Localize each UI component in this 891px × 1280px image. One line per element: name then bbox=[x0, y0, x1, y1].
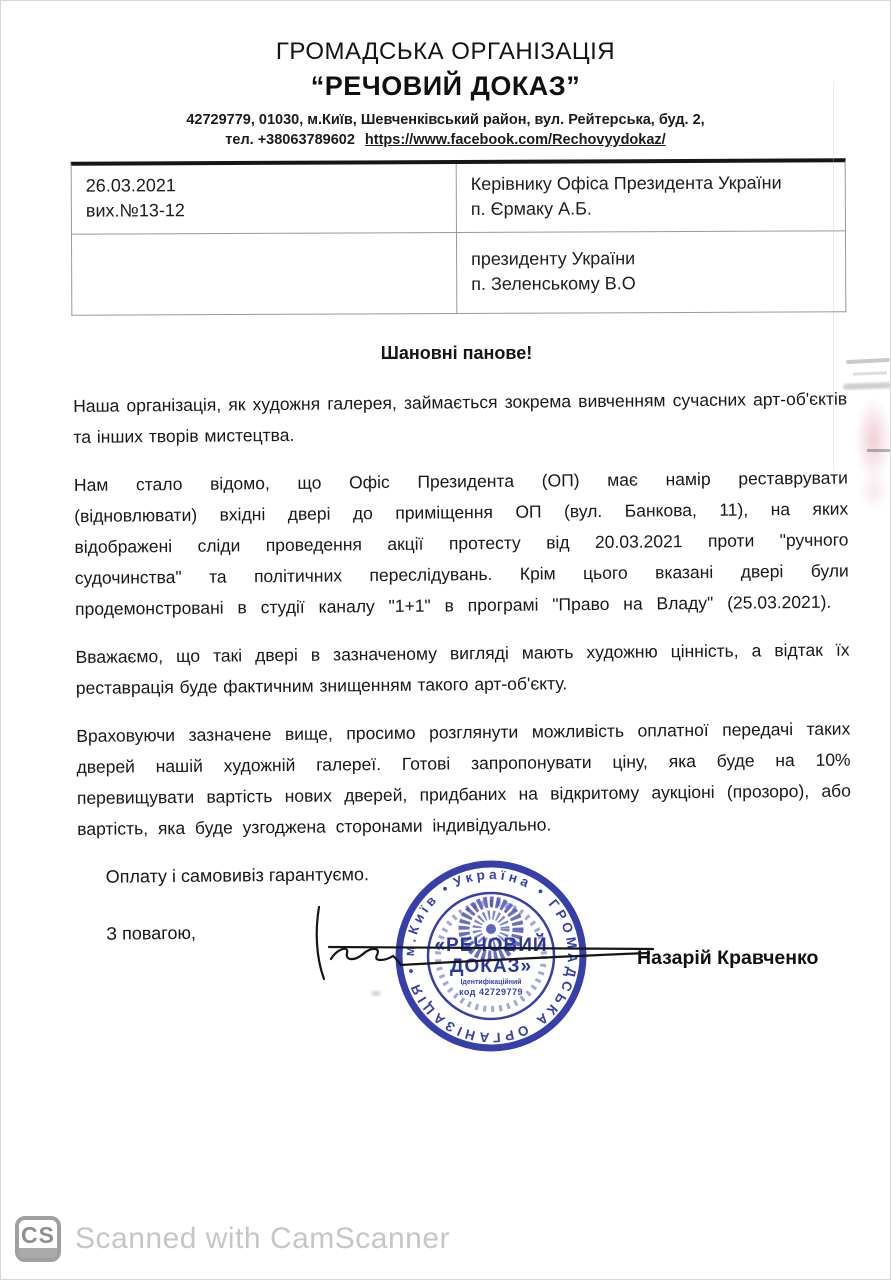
scan-artifact bbox=[855, 397, 891, 483]
organization-address: 42729779, 01030, м.Київ, Шевченківський район, вул. Рейтерська, буд. 2, bbox=[186, 112, 705, 128]
paragraph: Нам стало відомо, що Офіс Президента (ОП) має намір реставрувати (відновлювати) вхідні двері до приміщення ОП (вул. Банкова, 11), на яких відображені сліди проведення акції протесту від 20.03.2021 проти "ручного судочинства" та політичних переслідувань. Крім цього вказані двері були продемонстровані в студії каналу "1+1" в програмі "Право на Владу" (25.03.2021). bbox=[73, 467, 849, 619]
outgoing-number: вих.№13-12 bbox=[85, 200, 185, 221]
organization-name: “РЕЧОВИЙ ДОКАЗ” bbox=[310, 71, 581, 101]
scan-artifact bbox=[843, 382, 891, 390]
stamp-id-code: код 42729779 bbox=[458, 987, 524, 997]
date-cell bbox=[72, 164, 456, 234]
camscanner-watermark bbox=[15, 1216, 450, 1262]
scan-artifact bbox=[859, 471, 889, 511]
recipient-title: Керівнику Офіса Президента України bbox=[470, 172, 782, 194]
stamp-id-label: Ідентифікаційний bbox=[460, 979, 522, 986]
letterhead bbox=[1, 37, 890, 150]
camscanner-text: Scanned with CamScanner bbox=[75, 1222, 451, 1255]
stamp-name-line2: ДОКАЗ» bbox=[449, 956, 533, 977]
guarantee-line: Оплату і самовивіз гарантуємо. bbox=[105, 864, 370, 887]
table-row bbox=[72, 230, 845, 314]
facebook-link[interactable]: https://www.facebook.com/Rechovyydokaz/ bbox=[364, 132, 666, 148]
table-row bbox=[72, 162, 845, 233]
stamp-name-line1: «РЕЧОВИЙ bbox=[434, 935, 548, 956]
paragraph: Наша організація, як художня галерея, займається зокрема вивченням сучасних арт-об'єктів та інших творів мистецтва. bbox=[73, 388, 848, 447]
paragraph: Враховуючи зазначене вище, просимо розглянути можливість оплатної передачі таких дверей нашій художній галереї. Готові запропонувати ціну, яка буде на 10% перевищувати вартість нових дверей, придбаних на відкритому аукціоні (прозоро), або вартість, яка буде узгоджена сторонами індивідуально. bbox=[76, 718, 851, 839]
stamp-ring-text: Україна • ГРОМАДСЬКА ОРГАНІЗАЦІЯ • м.Київ • bbox=[401, 866, 581, 1046]
phone-number: тел. +38063789602 bbox=[225, 132, 355, 148]
recipient-cell-2 bbox=[456, 231, 845, 313]
scan-artifact bbox=[846, 358, 890, 364]
recipient-name: п. Єрмаку А.Б. bbox=[470, 198, 592, 219]
signer-name: Назарій Кравченко bbox=[637, 947, 819, 969]
paragraph: Вважаємо, що такі двері в зазначеному вигляді мають художню цінність, а відтак їх реставрація буде фактичним знищенням такого арт-об'єкту. bbox=[75, 639, 850, 698]
letter-date: 26.03.2021 bbox=[85, 175, 176, 196]
scan-artifact bbox=[853, 371, 887, 375]
camscanner-icon-bar bbox=[19, 1248, 57, 1258]
camscanner-icon-label: CS bbox=[21, 1222, 55, 1248]
signature-scribble bbox=[291, 881, 681, 1011]
camscanner-icon bbox=[15, 1216, 61, 1262]
recipient-cell-1 bbox=[456, 162, 845, 232]
salutation: Шановні панове! bbox=[380, 343, 533, 363]
organization-contact bbox=[1, 130, 890, 150]
empty-cell bbox=[72, 233, 456, 315]
organization-type: ГРОМАДСЬКА ОРГАНІЗАЦІЯ bbox=[275, 38, 616, 65]
recipient-title: президенту України bbox=[471, 248, 636, 269]
closing-line: З повагою, bbox=[106, 922, 196, 944]
recipient-table bbox=[71, 158, 847, 315]
recipient-name: п. Зеленському В.О bbox=[471, 273, 636, 294]
scan-artifact bbox=[867, 449, 891, 452]
